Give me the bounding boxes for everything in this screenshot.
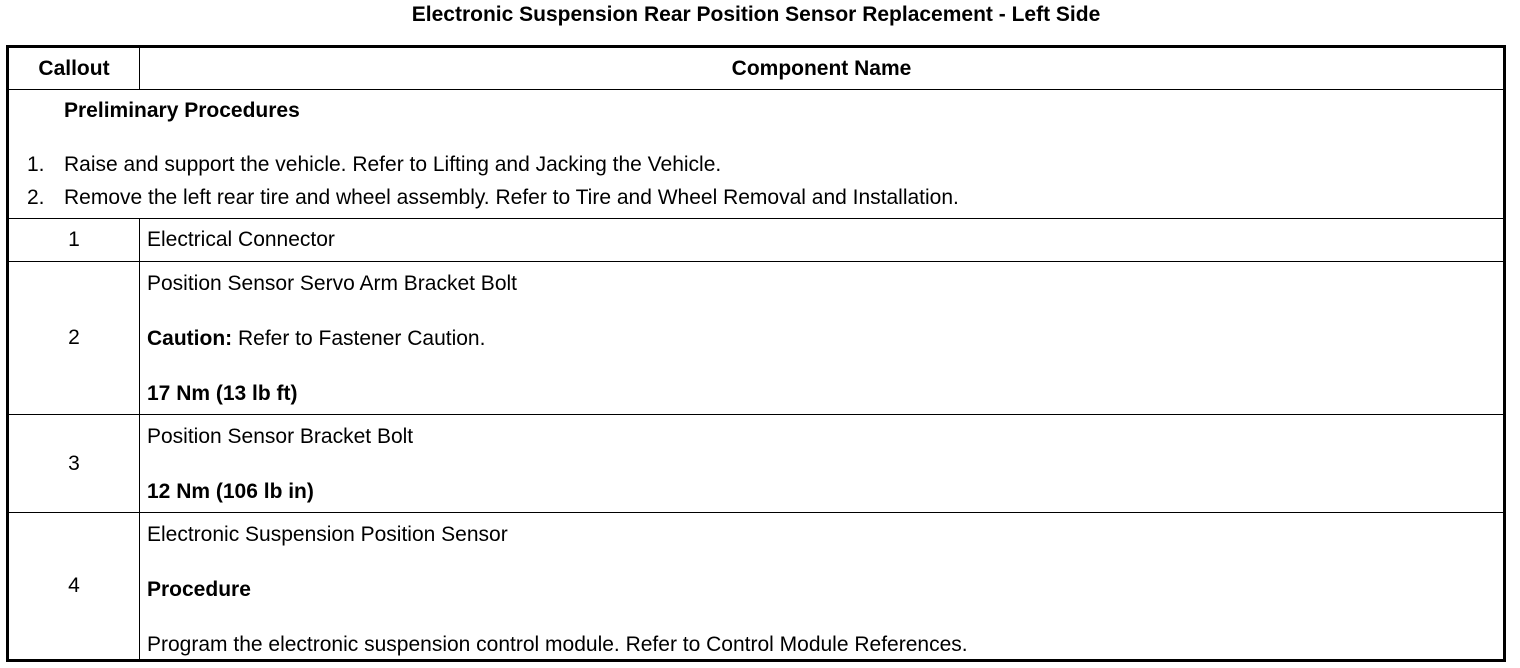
component-details [140, 415, 1503, 512]
page-title: Electronic Suspension Rear Position Sensor Replacement - Left Side [411, 3, 1101, 26]
step-number: 1. [27, 153, 45, 176]
table-row [8, 219, 1505, 262]
step-text: Remove the left rear tire and wheel assembly. Refer to Tire and Wheel Removal and Installation. [64, 186, 959, 209]
preliminary-row [8, 90, 1505, 219]
caution-text: Refer to Fastener Caution. [232, 327, 486, 350]
step-number: 2. [27, 186, 45, 209]
procedure-heading: Procedure [147, 578, 251, 601]
torque-spec: 17 Nm (13 lb ft) [147, 382, 298, 405]
procedure-table [6, 45, 1506, 662]
step-text: Raise and support the vehicle. Refer to Lifting and Jacking the Vehicle. [64, 153, 722, 176]
component-details [140, 513, 1503, 659]
table-row [8, 262, 1505, 415]
preliminary-heading: Preliminary Procedures [64, 99, 300, 122]
torque-spec: 12 Nm (106 lb in) [147, 480, 314, 503]
component-details [140, 262, 1503, 414]
table-row [8, 513, 1505, 661]
caution-note [147, 327, 485, 351]
callout-header: Callout [8, 47, 140, 90]
component-name: Position Sensor Bracket Bolt [147, 425, 414, 448]
component-name: Electronic Suspension Position Sensor [147, 523, 508, 546]
procedure-text: Program the electronic suspension control module. Refer to Control Module References. [147, 633, 968, 656]
component-name-header: Component Name [140, 47, 1505, 90]
callout-number: 1 [8, 219, 140, 262]
component-name: Electrical Connector [140, 219, 1505, 262]
header-row [8, 47, 1505, 90]
callout-number: 4 [8, 513, 140, 661]
callout-number: 3 [8, 415, 140, 513]
component-name: Position Sensor Servo Arm Bracket Bolt [147, 272, 517, 295]
callout-number: 2 [8, 262, 140, 415]
preliminary-procedures [9, 90, 1503, 218]
caution-label: Caution: [147, 327, 233, 350]
table-row [8, 415, 1505, 513]
